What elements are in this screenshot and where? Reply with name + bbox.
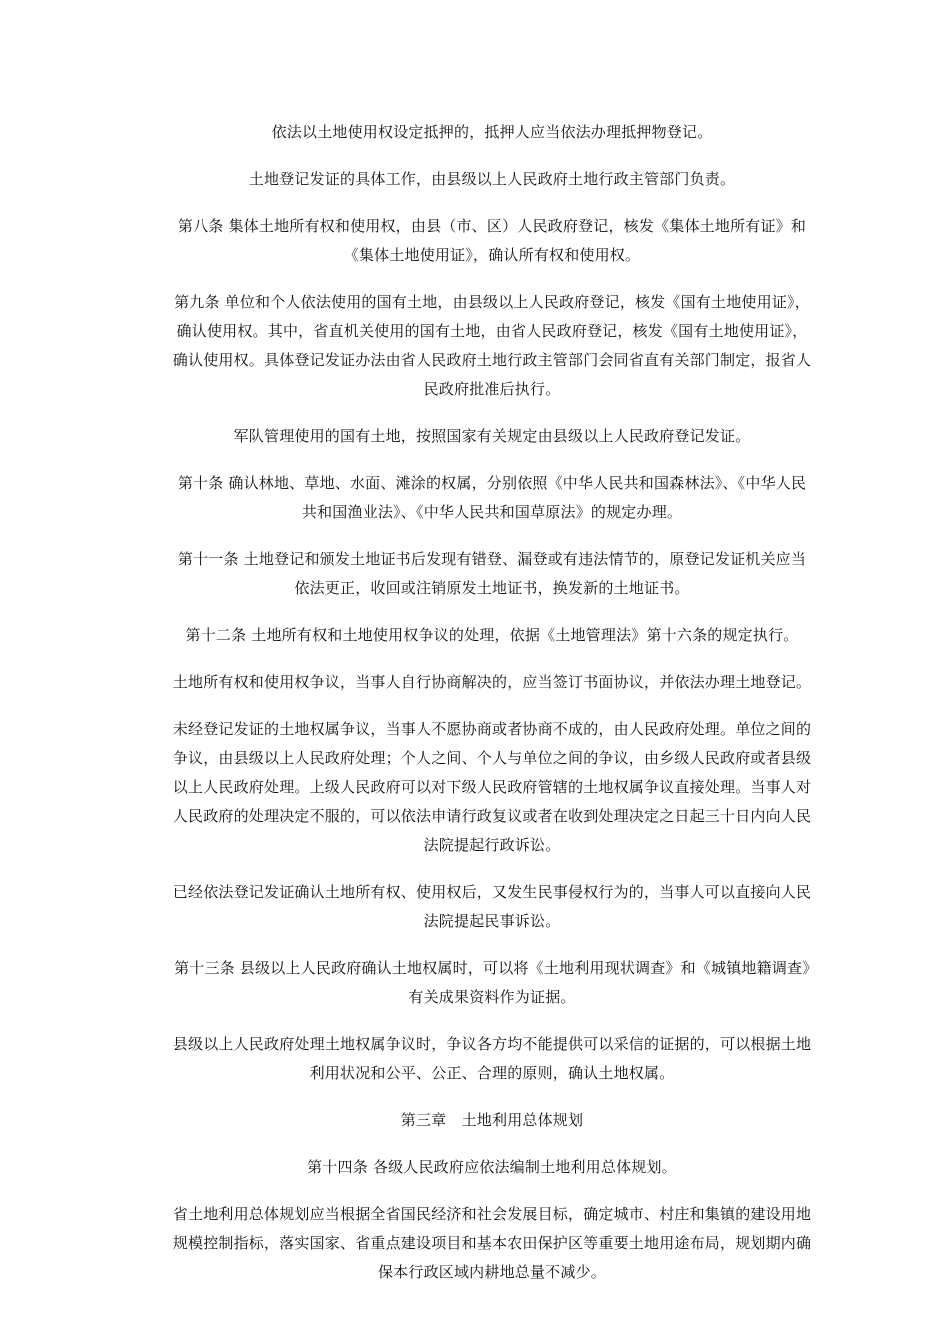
paragraph-article-8: 第八条 集体土地所有权和使用权，由县（市、区）人民政府登记，核发《集体土地所有证》和《集体土地使用证》，确认所有权和使用权。	[177, 217, 807, 264]
paragraph-article-13: 第十三条 县级以上人民政府确认土地权属时，可以将《土地利用现状调查》和《城镇地籍调查》有关成果资料作为证据。	[174, 959, 810, 1006]
paragraph-dispute-unregistered: 未经登记发证的土地权属争议，当事人不愿协商或者协商不成的，由人民政府处理。单位之间的争议，由县级以上人民政府处理；个人之间、个人与单位之间的争议，由乡级人民政府或者县级以上人民政府处理。上级人民政府可以对下级人民政府管辖的土地权属争议直接处理。当事人对人民政府的处理决定不服的，可以依法申请行政复议或者在收到处理决定之日起三十日内向人民法院提起行政诉讼。	[172, 720, 812, 854]
paragraph-dispute-negotiation: 土地所有权和使用权争议，当事人自行协商解决的，应当签订书面协议，并依法办理土地登记。	[172, 673, 812, 691]
paragraph-registration-work: 土地登记发证的具体工作，由县级以上人民政府土地行政主管部门负责。	[248, 170, 736, 188]
paragraph-civil-tort: 已经依法登记发证确认土地所有权、使用权后，又发生民事侵权行为的，当事人可以直接向人民法院提起民事诉讼。	[172, 883, 812, 930]
paragraph-evidence-principle: 县级以上人民政府处理土地权属争议时，争议各方均不能提供可以采信的证据的，可以根据土地利用状况和公平、公正、合理的原则，确认土地权属。	[172, 1035, 812, 1082]
document-body	[172, 118, 812, 1305]
paragraph-military-land: 军队管理使用的国有土地，按照国家有关规定由县级以上人民政府登记发证。	[233, 427, 751, 445]
paragraph-article-14: 第十四条 各级人民政府应依法编制土地利用总体规划。	[307, 1158, 677, 1176]
paragraph-provincial-plan: 省土地利用总体规划应当根据全省国民经济和社会发展目标，确定城市、村庄和集镇的建设用地规模控制指标，落实国家、省重点建设项目和基本农田保护区等重要土地用途布局，规划期内确保本行政区域内耕地总量不减少。	[172, 1205, 812, 1281]
chapter-heading: 第三章 土地利用总体规划	[400, 1111, 584, 1129]
paragraph-mortgage: 依法以土地使用权设定抵押的，抵押人应当依法办理抵押物登记。	[271, 123, 713, 141]
paragraph-article-9: 第九条 单位和个人依法使用的国有土地，由县级以上人民政府登记，核发《国有土地使用证》，确认使用权。其中，省直机关使用的国有土地，由省人民政府登记，核发《国有土地使用证》，确认使用权。具体登记发证办法由省人民政府土地行政主管部门会同省直有关部门制定，报省人民政府批准后执行。	[172, 293, 812, 398]
paragraph-article-11: 第十一条 土地登记和颁发土地证书后发现有错登、漏登或有违法情节的，原登记发证机关应当依法更正，收回或注销原发土地证书，换发新的土地证书。	[177, 550, 807, 597]
paragraph-article-12: 第十二条 土地所有权和土地使用权争议的处理，依据《土地管理法》第十六条的规定执行。	[185, 626, 799, 644]
paragraph-article-10: 第十条 确认林地、草地、水面、滩涂的权属，分别依照《中华人民共和国森林法》、《中华人民共和国渔业法》、《中华人民共和国草原法》的规定办理。	[177, 474, 807, 521]
